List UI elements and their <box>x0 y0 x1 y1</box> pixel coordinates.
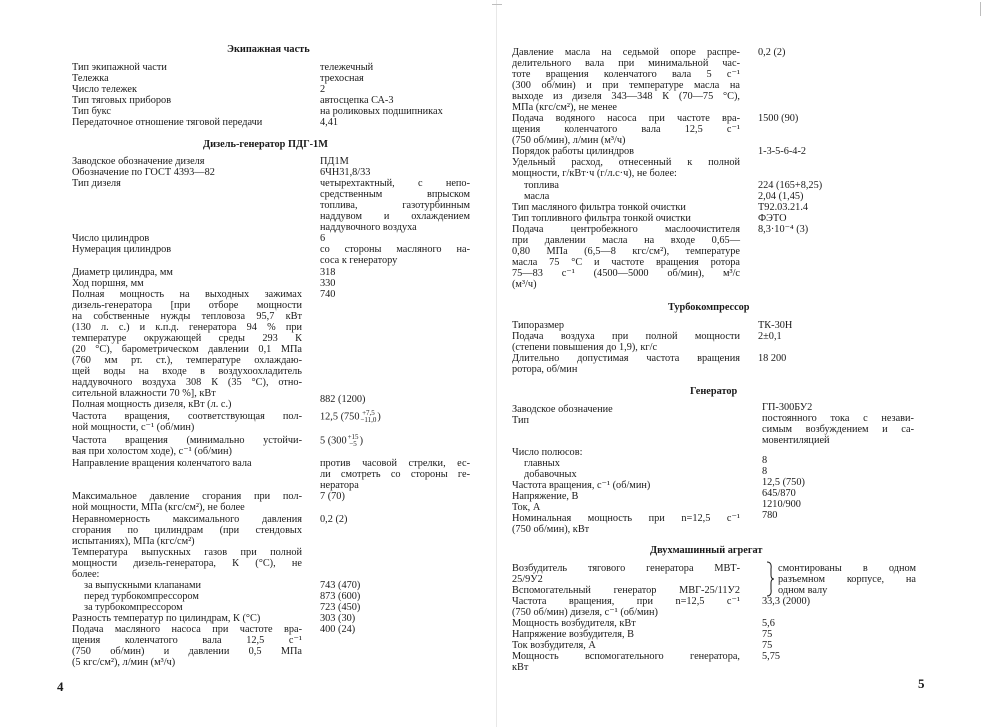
full-power-label: на собственные нужды тепловоза 95,7 кВт <box>72 311 302 322</box>
full-power-label: наддувочного воздуха 308 К (35 °С), отно- <box>72 377 302 388</box>
gen-freq-label: Частота вращения, с⁻¹ (об/мин) <box>512 480 651 491</box>
centrifuge-label: (м³/ч) <box>512 279 537 290</box>
aux-poles-label: добавочных <box>524 469 577 480</box>
idle-value <box>320 434 363 448</box>
water-pump-label: (750 об/мин), л/мин (м³/ч) <box>512 135 626 146</box>
row-label: Тип букс <box>72 106 111 117</box>
aux-poles-value: 8 <box>762 466 768 477</box>
turbo-rpm-value: 18 200 <box>758 353 787 364</box>
row-label: Число тележек <box>72 84 137 95</box>
gen-nominal-label: (750 об/мин), кВт <box>512 524 590 535</box>
full-power-value: 740 <box>320 289 336 300</box>
main-poles-label: главных <box>524 458 560 469</box>
water-pump-label: Подача водяного насоса при частоте вра- <box>512 113 740 124</box>
exhaust-item-label: за выпускными клапанами <box>84 580 202 591</box>
gost-value: 6ЧН31,8/33 <box>320 167 371 178</box>
rot-freq-number: 12,5 (750 <box>320 411 360 423</box>
twin-freq-label: Частота вращения, при n=12,5 с⁻¹ <box>512 596 740 607</box>
mount-value: одном валу <box>778 585 828 596</box>
diesel-type-value: четырехтактный, с непо- <box>320 178 470 189</box>
numbering-value: соса к генератору <box>320 255 398 266</box>
fuel-consumption-label: Удельный расход, отнесенный к полной <box>512 157 740 168</box>
diameter-value: 318 <box>320 267 336 278</box>
turbo-size-value: ТК-30Н <box>758 320 793 331</box>
oil-pump-label: щения коленчатого вала 12,5 с⁻¹ <box>72 635 302 646</box>
diesel-type-value: наддувом и охлаждением <box>320 211 470 222</box>
aux-power-value: 5,75 <box>762 651 781 662</box>
gost-label: Обозначение по ГОСТ 4393—82 <box>72 167 215 178</box>
row-value: автосцепка СА-3 <box>320 95 394 106</box>
oil-filter-label: Тип масляного фильтра тонкой очистки <box>512 202 686 213</box>
fuel-label: топлива <box>524 180 559 191</box>
gen-voltage-label: Напряжение, В <box>512 491 579 502</box>
generator-factory-label: Заводское обозначение <box>512 404 613 415</box>
brace-icon <box>765 561 775 597</box>
exc-voltage-label: Напряжение возбудителя, В <box>512 629 635 640</box>
exciter-label: 25/9У2 <box>512 574 543 585</box>
oil-pressure-label: Давление масла на седьмой опоре распре- <box>512 47 740 58</box>
oil-label: масла <box>524 191 550 202</box>
idle-number: 5 (300 <box>320 435 347 447</box>
idle-label: Частота вращения (минимально устойчи- <box>72 435 302 446</box>
idle-label: вая при холостом ходе), с⁻¹ (об/мин) <box>72 446 232 457</box>
gen-nominal-label: Номинальная мощность при n=12,5 с⁻¹ <box>512 513 740 524</box>
exc-current-value: 75 <box>762 640 773 651</box>
temp-diff-label: Разность температур по цилиндрам, К (°С) <box>72 613 261 624</box>
row-value: 2 <box>320 84 326 95</box>
unevenness-value: 0,2 (2) <box>320 514 348 525</box>
row-value: на роликовых подшипниках <box>320 106 443 117</box>
gen-voltage-value: 645/870 <box>762 488 796 499</box>
idle-tolerance-upper: +15 <box>347 433 359 441</box>
numbering-value: со стороны масляного на- <box>320 244 470 255</box>
oil-value: 2,04 (1,45) <box>758 191 804 202</box>
fuel-filter-value: ФЭТО <box>758 213 787 224</box>
turbo-air-label: Подача воздуха при полной мощности <box>512 331 740 342</box>
diesel-power-value: 882 (1200) <box>320 394 366 405</box>
water-pump-label: щения коленчатого вала 12,5 с⁻¹ <box>512 124 740 135</box>
exc-power-value: 5,6 <box>762 618 775 629</box>
full-power-label: Полная мощность на выходных зажимах <box>72 289 302 300</box>
twin-freq-value: 33,3 (2000) <box>762 596 811 607</box>
direction-value: против часовой стрелки, ес- <box>320 458 470 469</box>
gen-freq-value: 12,5 (750) <box>762 477 805 488</box>
rot-freq-tolerance-upper: +7,5 <box>362 409 375 417</box>
rot-freq-label: ной мощности, с⁻¹ (об/мин) <box>72 422 195 433</box>
row-value: 4,41 <box>320 117 339 128</box>
fuel-value: 224 (165+8,25) <box>758 180 823 191</box>
oil-pressure-label: делительного вала при минимальной час- <box>512 58 740 69</box>
oil-pressure-label: (300 об/мин) и при температуре масла на <box>512 80 740 91</box>
exhaust-item-label: перед турбокомпрессором <box>84 591 199 602</box>
oil-pump-value: 400 (24) <box>320 624 356 635</box>
diesel-type-value: средственным впрыском <box>320 189 470 200</box>
section-title-turbo: Турбокомпрессор <box>668 302 750 313</box>
oil-pump-label: Подача масляного насоса при частоте вра- <box>72 624 302 635</box>
cyl-count-value: 6 <box>320 233 326 244</box>
firing-order-label: Порядок работы цилиндров <box>512 146 634 157</box>
row-value: трехосная <box>320 73 364 84</box>
page-number-left: 4 <box>57 679 64 694</box>
idle-close: ) <box>359 435 363 447</box>
fuel-filter-label: Тип топливного фильтра тонкой очистки <box>512 213 691 224</box>
rot-freq-value <box>320 410 381 424</box>
row-value: тележечный <box>320 62 374 73</box>
exc-power-label: Мощность возбудителя, кВт <box>512 618 636 629</box>
aux-power-label: Мощность вспомогательного генератора, <box>512 651 740 662</box>
rot-freq-close: ) <box>377 411 381 423</box>
oil-filter-value: Т92.03.21.4 <box>758 202 809 213</box>
section-title-twin: Двухмашинный агрегат <box>650 545 763 556</box>
unevenness-label: сгорания по цилиндрам (при стендовых <box>72 525 302 536</box>
generator-type-label: Тип <box>512 415 530 426</box>
centrifuge-label: 0,80 МПа (6,5—8 кгс/см²), температуре <box>512 246 740 257</box>
oil-pressure-value: 0,2 (2) <box>758 47 786 58</box>
full-power-label: (20 °С), барометрическом давлении 0,1 МПа <box>72 344 302 355</box>
exhaust-item-value: 723 (450) <box>320 602 361 613</box>
section-title-generator: Генератор <box>690 386 738 397</box>
oil-pressure-label: МПа (кгс/см²), не менее <box>512 102 617 113</box>
centrifuge-label: 75—83 с⁻¹ (4500—5000 об/мин), м³/с <box>512 268 740 279</box>
exc-voltage-value: 75 <box>762 629 773 640</box>
centrifuge-label: масла 75 °С и частоте вращения ротора <box>512 257 740 268</box>
numbering-label: Нумерация цилиндров <box>72 244 172 255</box>
row-label: Передаточное отношение тяговой передачи <box>72 117 263 128</box>
page-number-right: 5 <box>918 676 925 691</box>
gen-nominal-value: 780 <box>762 510 778 521</box>
max-pressure-label: ной мощности, МПа (кгс/см²), не более <box>72 502 245 513</box>
turbo-size-label: Типоразмер <box>512 320 565 331</box>
centrifuge-label: Подача центробежного маслоочистителя <box>512 224 740 235</box>
exhaust-item-value: 743 (470) <box>320 580 361 591</box>
right-page <box>500 0 1000 727</box>
exciter-label: Возбудитель тягового генератора МВТ- <box>512 563 740 574</box>
full-power-label: сительной влажности 70 %], кВт <box>72 388 216 399</box>
full-power-label: щей воды на входе в воздухоохладитель <box>72 366 302 377</box>
stroke-value: 330 <box>320 278 336 289</box>
mount-value: разъемном корпусе, на <box>778 574 916 585</box>
generator-type-value: постоянного тока с незави- <box>762 413 914 424</box>
firing-order-value: 1-3-5-6-4-2 <box>758 146 807 157</box>
gen-current-value: 1210/900 <box>762 499 801 510</box>
centrifuge-value: 8,3·10⁻⁴ (3) <box>758 224 809 235</box>
twin-freq-label: (750 об/мин) дизеля, с⁻¹ (об/мин) <box>512 607 658 618</box>
mount-value: смонтированы в одном <box>778 563 916 574</box>
oil-pressure-label: тоте вращения коленчатого вала 5 с⁻¹ <box>512 69 740 80</box>
factory-value: ПД1М <box>320 156 349 167</box>
stroke-label: Ход поршня, мм <box>72 278 144 289</box>
temp-diff-value: 303 (30) <box>320 613 356 624</box>
exhaust-label: более: <box>72 569 100 580</box>
factory-label: Заводское обозначение дизеля <box>72 156 205 167</box>
exc-current-label: Ток возбудителя, А <box>512 640 596 651</box>
exhaust-item-value: 873 (600) <box>320 591 361 602</box>
full-power-label: (130 л. с.) и к.п.д. генератора 94 % при <box>72 322 302 333</box>
generator-type-value: симым возбуждением и са- <box>762 424 914 435</box>
diesel-power-label: Полная мощность дизеля, кВт (л. с.) <box>72 399 232 410</box>
aux-power-label: кВт <box>512 662 529 673</box>
row-label: Тип экипажной части <box>72 62 167 73</box>
exhaust-item-label: за турбокомпрессором <box>84 602 183 613</box>
poles-label: Число полюсов: <box>512 447 583 458</box>
diameter-label: Диаметр цилиндра, мм <box>72 267 173 278</box>
exhaust-label: мощности дизель-генератора, К (°С), не <box>72 558 302 569</box>
oil-pressure-label: выходе из дизеля 343—348 К (70—75 °С), <box>512 91 740 102</box>
turbo-air-label: (степени повышения до 1,9), кг/с <box>512 342 658 353</box>
full-power-label: температуре окружающей среды 293 К <box>72 333 302 344</box>
section-title-chassis: Экипажная часть <box>227 44 310 55</box>
aux-gen-label: Вспомогательный генератор МВГ-25/11У2 <box>512 585 740 596</box>
diesel-type-label: Тип дизеля <box>72 178 121 189</box>
diesel-type-value: наддувочного воздуха <box>320 222 417 233</box>
section-title-diesel-generator: Дизель-генератор ПДГ-1М <box>203 139 328 150</box>
row-label: Тип тяговых приборов <box>72 95 172 106</box>
turbo-rpm-label: ротора, об/мин <box>512 364 578 375</box>
full-power-label: (760 мм рт. ст.), температуре охлаждаю- <box>72 355 302 366</box>
unevenness-label: испытаниях), МПа (кгс/см²) <box>72 536 195 547</box>
turbo-air-value: 2±0,1 <box>758 331 782 342</box>
direction-value: нератора <box>320 480 359 491</box>
centrifuge-label: при давлении масла на входе 0,65— <box>512 235 740 246</box>
cyl-count-label: Число цилиндров <box>72 233 150 244</box>
unevenness-label: Неравномерность максимального давления <box>72 514 302 525</box>
oil-pump-label: (5 кгс/см²), л/мин (м³/ч) <box>72 657 176 668</box>
diesel-type-value: топлива, газотурбинным <box>320 200 470 211</box>
rot-freq-tolerance-lower: −11,0 <box>360 416 377 424</box>
full-power-label: дизель-генератора [при отборе мощности <box>72 300 302 311</box>
max-pressure-label: Максимальное давление сгорания при пол- <box>72 491 302 502</box>
oil-pump-label: (750 об/мин) и давлении 0,5 МПа <box>72 646 302 657</box>
exhaust-label: Температура выпускных газов при полной <box>72 547 302 558</box>
direction-label: Направление вращения коленчатого вала <box>72 458 252 469</box>
idle-tolerance-lower: −5 <box>349 440 357 448</box>
water-pump-value: 1500 (90) <box>758 113 799 124</box>
row-label: Тележка <box>72 73 109 84</box>
generator-type-value: мовентиляцией <box>762 435 830 446</box>
main-poles-value: 8 <box>762 455 768 466</box>
gen-current-label: Ток, А <box>512 502 541 513</box>
rot-freq-label: Частота вращения, соответствующая пол- <box>72 411 302 422</box>
max-pressure-value: 7 (70) <box>320 491 345 502</box>
turbo-rpm-label: Длительно допустимая частота вращения <box>512 353 740 364</box>
generator-factory-value: ГП-300БУ2 <box>762 402 813 413</box>
direction-value: ли смотреть со стороны ге- <box>320 469 470 480</box>
fuel-consumption-label: мощности, г/кВт·ч (г/л.с·ч), не более: <box>512 168 677 179</box>
